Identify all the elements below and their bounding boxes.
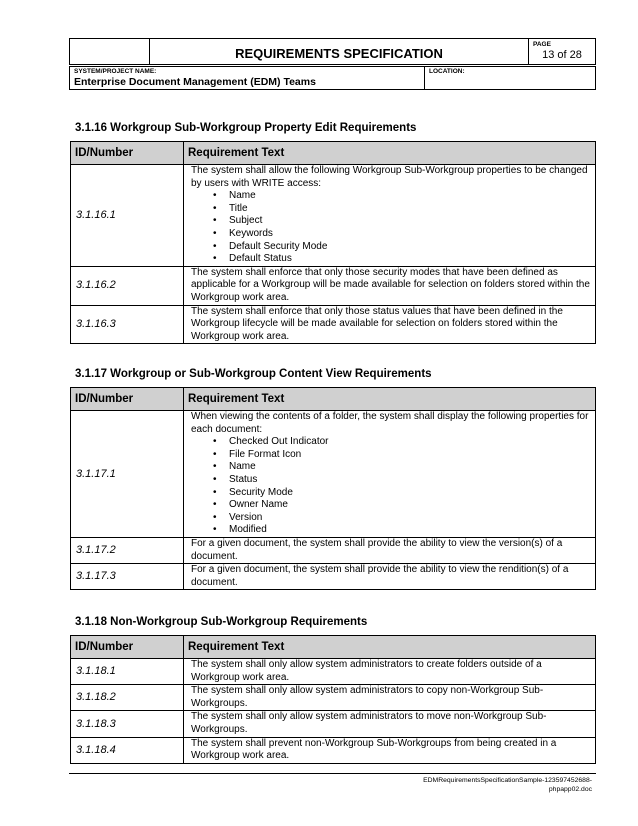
requirement-text	[184, 165, 596, 267]
footer-divider	[69, 773, 596, 774]
col-header-text: Requirement Text	[184, 636, 596, 659]
requirement-text-body: When viewing the contents of a folder, the system shall display the following properties for each document:	[191, 411, 589, 435]
system-name-cell	[70, 67, 425, 90]
section-heading-3-1-16: 3.1.16 Workgroup Sub-Workgroup Property Edit Requirements	[75, 122, 417, 134]
list-item: • Keywords	[209, 228, 591, 241]
table-row	[71, 537, 596, 563]
requirement-id: 3.1.18.1	[71, 659, 184, 685]
list-item: • Modified	[209, 524, 591, 537]
table-row	[71, 737, 596, 763]
col-header-id: ID/Number	[71, 636, 184, 659]
requirement-id: 3.1.17.1	[71, 411, 184, 538]
requirement-id: 3.1.18.2	[71, 685, 184, 711]
requirement-text: The system shall only allow system administrators to copy non-Workgroup Sub-Workgroups.	[184, 685, 596, 711]
footer-filename	[423, 777, 592, 794]
footer-filename-line1: EDMRequirementsSpecificationSample-123597452688-	[423, 777, 592, 784]
property-list	[191, 436, 591, 537]
page-label: PAGE	[533, 41, 551, 48]
col-header-text: Requirement Text	[184, 142, 596, 165]
requirement-id: 3.1.17.2	[71, 537, 184, 563]
list-item: • Owner Name	[209, 499, 591, 512]
section-heading-3-1-18: 3.1.18 Non-Workgroup Sub-Workgroup Requirements	[75, 616, 368, 628]
requirement-id: 3.1.18.4	[71, 737, 184, 763]
requirement-text: The system shall only allow system administrators to create folders outside of a Workgroup work area.	[184, 659, 596, 685]
requirements-table-3-1-18	[70, 635, 596, 764]
header-blank-cell	[70, 39, 150, 65]
requirement-id: 3.1.16.1	[71, 165, 184, 267]
list-item: • File Format Icon	[209, 449, 591, 462]
requirement-id: 3.1.18.3	[71, 711, 184, 737]
table-row	[71, 165, 596, 267]
table-row	[71, 266, 596, 305]
requirement-text: For a given document, the system shall provide the ability to view the version(s) of a document.	[184, 537, 596, 563]
project-info-row	[69, 66, 596, 90]
requirement-text: The system shall only allow system administrators to move non-Workgroup Sub-Workgroups.	[184, 711, 596, 737]
list-item: • Name	[209, 461, 591, 474]
system-name: Enterprise Document Management (EDM) Teams	[74, 76, 316, 88]
page-number: 13 of 28	[542, 49, 582, 61]
requirement-text: The system shall enforce that only those status values that have been defined in the Workgroup lifecycle will be made available for selection on folders stored within the Workgroup work area.	[184, 305, 596, 344]
table-row	[71, 564, 596, 590]
list-item: • Status	[209, 474, 591, 487]
col-header-text: Requirement Text	[184, 388, 596, 411]
list-item: • Version	[209, 512, 591, 525]
list-item: • Name	[209, 190, 591, 203]
document-title: REQUIREMENTS SPECIFICATION	[235, 46, 443, 61]
list-item: • Default Status	[209, 253, 591, 266]
location-label: LOCATION:	[429, 68, 465, 75]
system-label: SYSTEM/PROJECT NAME:	[74, 68, 157, 75]
table-row	[71, 411, 596, 538]
requirement-id: 3.1.16.2	[71, 266, 184, 305]
list-item: • Security Mode	[209, 487, 591, 500]
table-row	[71, 659, 596, 685]
col-header-id: ID/Number	[71, 388, 184, 411]
list-item: • Default Security Mode	[209, 241, 591, 254]
requirements-table-3-1-16	[70, 141, 596, 344]
footer-filename-line2: phpapp02.doc	[548, 785, 592, 793]
requirement-id: 3.1.16.3	[71, 305, 184, 344]
requirement-id: 3.1.17.3	[71, 564, 184, 590]
location-cell	[425, 67, 596, 90]
table-row	[71, 711, 596, 737]
col-header-id: ID/Number	[71, 142, 184, 165]
list-item: • Subject	[209, 215, 591, 228]
header-title-cell	[150, 39, 529, 65]
requirement-text: The system shall enforce that only those security modes that have been defined as applicable for a Workgroup will be made available for selection on folders stored within the Workgroup work area.	[184, 266, 596, 305]
requirement-text-body: The system shall allow the following Workgroup Sub-Workgroup properties to be changed by users with WRITE access:	[191, 165, 588, 189]
section-heading-3-1-17: 3.1.17 Workgroup or Sub-Workgroup Content View Requirements	[75, 368, 432, 380]
property-list	[191, 190, 591, 266]
table-row	[71, 685, 596, 711]
requirements-table-3-1-17	[70, 387, 596, 590]
requirement-text: The system shall prevent non-Workgroup Sub-Workgroups from being created in a Workgroup work area.	[184, 737, 596, 763]
list-item: • Checked Out Indicator	[209, 436, 591, 449]
table-row	[71, 305, 596, 344]
document-header	[69, 38, 596, 65]
list-item: • Title	[209, 203, 591, 216]
requirement-text: For a given document, the system shall provide the ability to view the rendition(s) of a document.	[184, 564, 596, 590]
header-page-cell	[529, 39, 596, 65]
requirement-text	[184, 411, 596, 538]
